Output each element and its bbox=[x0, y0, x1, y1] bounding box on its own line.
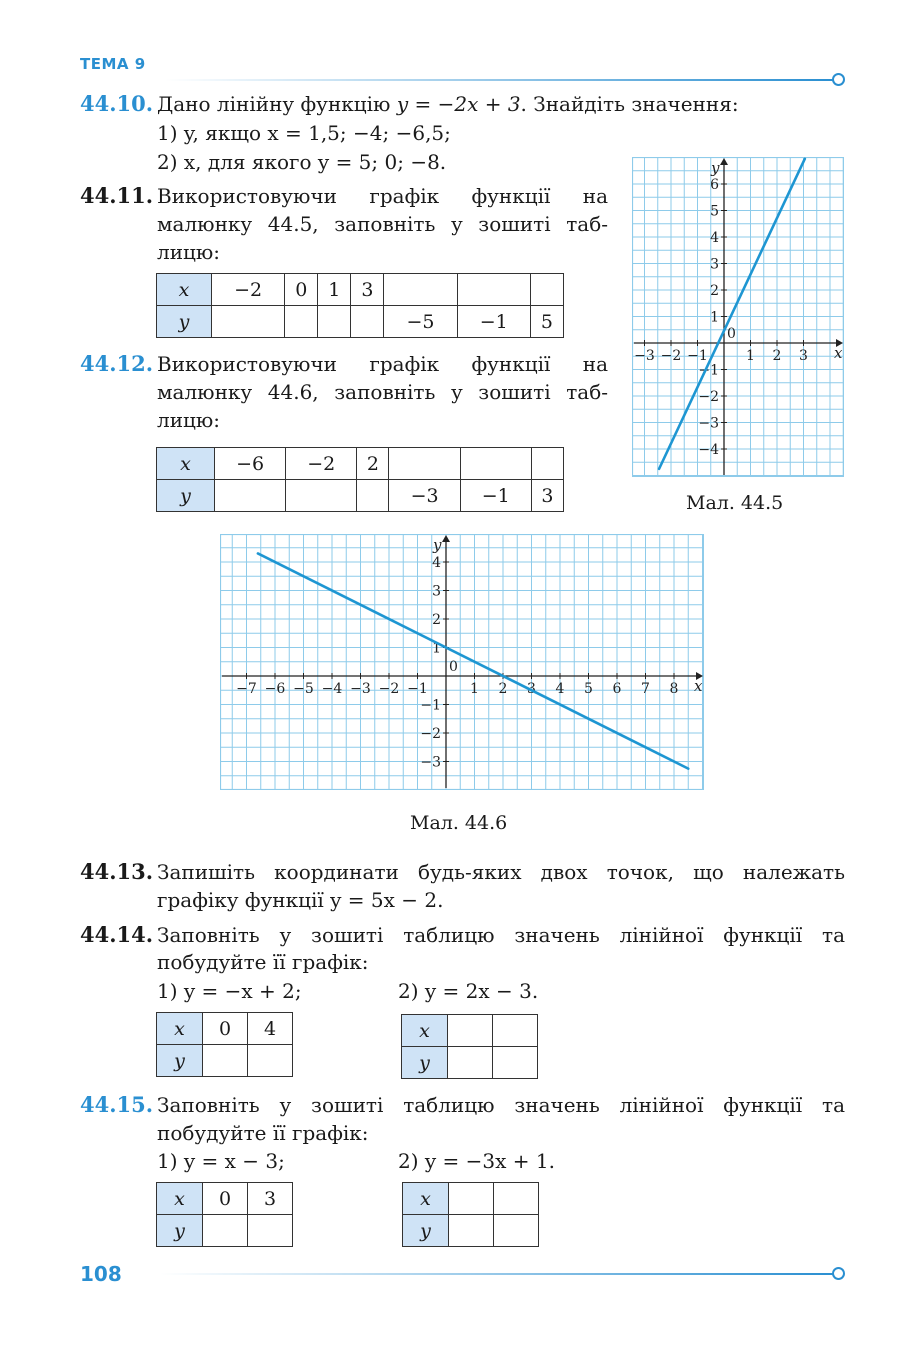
x-tick-label: 2 bbox=[498, 681, 508, 697]
table-cell: 0 bbox=[203, 1183, 248, 1215]
table-cell bbox=[448, 1047, 493, 1079]
y-tick-label: 1 bbox=[710, 309, 719, 326]
table-cell: 4 bbox=[248, 1013, 293, 1045]
table-cell: 2 bbox=[357, 448, 389, 480]
table-cell bbox=[449, 1183, 494, 1215]
exercise-number: 44.10. bbox=[80, 91, 154, 116]
text-segment: Дано лінійну функцію bbox=[157, 92, 397, 116]
x-tick-label: 1 bbox=[746, 348, 755, 364]
exercise-number: 44.15. bbox=[80, 1092, 154, 1117]
table-cell bbox=[285, 306, 318, 338]
graph-44-6 bbox=[220, 534, 704, 790]
y-tick-label: −3 bbox=[420, 754, 441, 771]
y-tick-label: 6 bbox=[710, 176, 719, 193]
table-cell bbox=[493, 1015, 538, 1047]
x-tick-label: −3 bbox=[350, 681, 371, 697]
table-cell bbox=[203, 1215, 248, 1247]
value-table bbox=[156, 273, 564, 338]
exercise-part: 1) y = −x + 2; bbox=[157, 979, 302, 1003]
footer-rule bbox=[160, 1273, 833, 1275]
header-rule bbox=[165, 79, 833, 81]
header-cell-x: x bbox=[157, 1013, 203, 1045]
table-cell bbox=[212, 306, 285, 338]
table-cell: 3 bbox=[351, 274, 384, 306]
y-tick-label: −2 bbox=[420, 725, 441, 742]
header-cell-y: y bbox=[402, 1047, 448, 1079]
figure-caption: Мал. 44.6 bbox=[410, 812, 508, 834]
table-cell bbox=[493, 1047, 538, 1079]
table-cell bbox=[530, 274, 563, 306]
x-tick-label: −1 bbox=[407, 681, 428, 697]
exercise-text: малюнку 44.5, заповніть у зошиті таб- bbox=[157, 212, 608, 236]
y-axis-label: y bbox=[433, 536, 442, 554]
value-table bbox=[402, 1182, 539, 1247]
table-cell bbox=[531, 448, 563, 480]
exercise-text: побудуйте її графік: bbox=[157, 1121, 369, 1145]
header-cell-x: x bbox=[402, 1015, 448, 1047]
table-cell bbox=[248, 1215, 293, 1247]
exercise-text: графіку функції y = 5x − 2. bbox=[157, 888, 444, 912]
figure-caption: Мал. 44.5 bbox=[686, 492, 784, 514]
y-tick-label: 5 bbox=[710, 203, 719, 220]
y-tick-label: 3 bbox=[710, 256, 719, 273]
table-cell bbox=[351, 306, 384, 338]
exercise-text: малюнку 44.6, заповніть у зошиті таб- bbox=[157, 380, 608, 404]
value-table bbox=[156, 1182, 293, 1247]
x-axis-label: x bbox=[694, 677, 703, 695]
table-cell bbox=[389, 448, 460, 480]
exercise-number: 44.13. bbox=[80, 859, 154, 884]
exercise-text: Запишіть координати будь-яких двох точок, що належать bbox=[157, 860, 845, 884]
y-tick-label: 4 bbox=[710, 229, 719, 246]
table-cell bbox=[357, 480, 389, 512]
exercise-text: лицю: bbox=[157, 408, 221, 432]
x-tick-label: −7 bbox=[236, 681, 257, 697]
exercise-text bbox=[157, 92, 739, 116]
x-tick-label: −4 bbox=[321, 681, 343, 697]
y-tick-label: 1 bbox=[432, 640, 441, 657]
header-cell-x: x bbox=[157, 274, 212, 306]
y-tick-label: −1 bbox=[420, 697, 441, 714]
x-tick-label: 3 bbox=[527, 681, 536, 697]
table-cell: −5 bbox=[384, 306, 457, 338]
table-cell bbox=[248, 1045, 293, 1077]
y-tick-label: −2 bbox=[698, 388, 719, 405]
table-cell: −1 bbox=[460, 480, 531, 512]
table-cell bbox=[286, 480, 357, 512]
table-cell: 3 bbox=[248, 1183, 293, 1215]
x-tick-label: 6 bbox=[612, 681, 622, 697]
graph-44-5 bbox=[632, 157, 844, 477]
y-tick-label: 2 bbox=[710, 282, 719, 299]
x-tick-label: −2 bbox=[660, 348, 682, 364]
header-cell-y: y bbox=[403, 1215, 449, 1247]
origin-label: 0 bbox=[727, 326, 736, 342]
table-cell bbox=[215, 480, 286, 512]
exercise-text: Використовуючи графік функції на bbox=[157, 184, 608, 208]
y-tick-label: 2 bbox=[432, 611, 441, 628]
exercise-text: лицю: bbox=[157, 240, 221, 264]
table-cell bbox=[449, 1215, 494, 1247]
x-tick-label: −2 bbox=[378, 681, 400, 697]
table-cell: 0 bbox=[285, 274, 318, 306]
table-cell: −6 bbox=[215, 448, 286, 480]
table-cell bbox=[384, 274, 457, 306]
exercise-text: Заповніть у зошиті таблицю значень лінійної функції та bbox=[157, 1093, 845, 1117]
x-axis-label: x bbox=[834, 344, 843, 362]
table-cell: 5 bbox=[530, 306, 563, 338]
x-tick-label: 1 bbox=[470, 681, 479, 697]
x-tick-label: 3 bbox=[799, 348, 808, 364]
x-tick-label: −1 bbox=[687, 348, 708, 364]
exercise-item: 2) x, для якого y = 5; 0; −8. bbox=[157, 150, 447, 174]
x-tick-label: −6 bbox=[264, 681, 286, 697]
y-axis-label: y bbox=[711, 159, 720, 177]
y-tick-label: −4 bbox=[698, 441, 719, 458]
x-tick-label: −3 bbox=[634, 348, 655, 364]
table-cell bbox=[494, 1183, 539, 1215]
x-tick-label: 2 bbox=[772, 348, 782, 364]
exercise-part: 2) y = 2x − 3. bbox=[398, 979, 539, 1003]
table-cell: −3 bbox=[389, 480, 460, 512]
exercise-number: 44.12. bbox=[80, 351, 154, 376]
formula: y = −2x + 3 bbox=[396, 92, 521, 116]
exercise-part: 1) y = x − 3; bbox=[157, 1149, 285, 1173]
table-cell bbox=[460, 448, 531, 480]
header-cell-y: y bbox=[157, 306, 212, 338]
table-cell: 0 bbox=[203, 1013, 248, 1045]
header-rule-end-icon bbox=[832, 73, 845, 86]
exercise-number: 44.14. bbox=[80, 922, 154, 947]
table-cell: 3 bbox=[531, 480, 563, 512]
exercise-text: Використовуючи графік функції на bbox=[157, 352, 608, 376]
header-cell-x: x bbox=[157, 1183, 203, 1215]
exercise-text: Заповніть у зошиті таблицю значень лінійної функції та bbox=[157, 923, 845, 947]
header-cell-x: x bbox=[403, 1183, 449, 1215]
exercise-part: 2) y = −3x + 1. bbox=[398, 1149, 555, 1173]
x-tick-label: 5 bbox=[584, 681, 593, 697]
table-cell bbox=[494, 1215, 539, 1247]
origin-label: 0 bbox=[449, 659, 458, 675]
x-tick-label: 4 bbox=[555, 681, 565, 697]
table-cell bbox=[457, 274, 530, 306]
table-cell bbox=[318, 306, 351, 338]
exercise-item: 1) y, якщо x = 1,5; −4; −6,5; bbox=[157, 121, 451, 145]
table-cell: −2 bbox=[212, 274, 285, 306]
x-tick-label: 8 bbox=[669, 681, 679, 697]
table-cell bbox=[448, 1015, 493, 1047]
header-cell-y: y bbox=[157, 480, 215, 512]
text-segment: . Знайдіть значення: bbox=[520, 92, 739, 116]
topic-label: ТЕМА 9 bbox=[80, 55, 146, 73]
table-cell bbox=[203, 1045, 248, 1077]
header-cell-y: y bbox=[157, 1045, 203, 1077]
footer-rule-end-icon bbox=[832, 1267, 845, 1280]
table-cell: −2 bbox=[286, 448, 357, 480]
header-cell-x: x bbox=[157, 448, 215, 480]
y-tick-label: −3 bbox=[698, 415, 719, 432]
table-cell: 1 bbox=[318, 274, 351, 306]
exercise-text: побудуйте її графік: bbox=[157, 950, 369, 974]
table-cell: −1 bbox=[457, 306, 530, 338]
page-number: 108 bbox=[80, 1262, 122, 1286]
header-cell-y: y bbox=[157, 1215, 203, 1247]
y-tick-label: 3 bbox=[432, 583, 441, 600]
x-tick-label: 7 bbox=[641, 681, 650, 697]
x-tick-label: −5 bbox=[293, 681, 314, 697]
value-table bbox=[156, 447, 564, 512]
value-table bbox=[156, 1012, 293, 1077]
value-table bbox=[401, 1014, 538, 1079]
y-tick-label: 4 bbox=[432, 554, 441, 571]
y-tick-label: −1 bbox=[698, 362, 719, 379]
exercise-number: 44.11. bbox=[80, 183, 154, 208]
